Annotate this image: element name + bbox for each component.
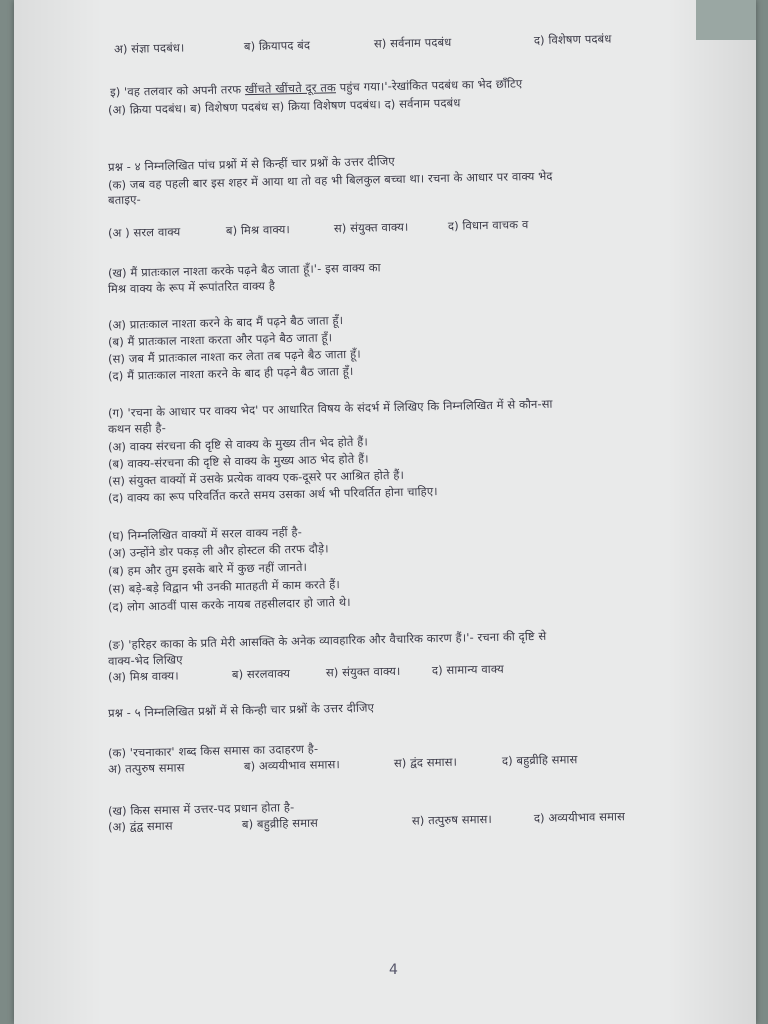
q4-kh-option-a: (अ) प्रातःकाल नाश्ता करने के बाद मैं पढ़ने बैठ जाता हूँ। — [107, 313, 344, 332]
q3-e-options: (अ) क्रिया पदबंध। ब) विशेषण पदबंध स) क्रिया विशेषण पदबंध। द) सर्वनाम पदबंध — [107, 95, 461, 117]
q4-kh-option-d: (द) मैं प्रातःकाल नाश्ता करने के बाद ही पढ़ने बैठ जाता हूँ। — [107, 363, 354, 383]
option-b: ब) अव्ययीभाव समास। — [243, 757, 341, 774]
q4-kh-option-b: (ब) मैं प्रातःकाल नाश्ता करता और पढ़ने बैठ जाता हूँ। — [107, 330, 333, 349]
option-d: द) सामान्य वाक्य — [431, 661, 504, 678]
option-d: द) विधान वाचक व — [447, 217, 529, 233]
q4-kh-question: (ख) मैं प्रातःकाल नाश्ता करके पढ़ने बैठ जाता हूँ।'- इस वाक्य का — [107, 260, 381, 280]
background-corner — [696, 0, 756, 40]
option-b: ब) सरलवाक्य — [231, 666, 291, 682]
q4-k-options — [108, 214, 668, 241]
option-c: स) संयुक्त वाक्य। — [325, 663, 401, 680]
q4-gh-option-b: (ब) हम और तुम इसके बारे में कुछ नहीं जानते। — [107, 559, 308, 578]
q5-kh-question: (ख) किस समास में उत्तर-पद प्रधान होता है- — [107, 800, 295, 818]
q4-kh-question-cont: मिश्र वाक्य के रूप में रूपांतरित वाक्य है — [107, 278, 276, 296]
option-b: ब) बहुव्रीहि समास — [241, 815, 319, 832]
q4-ng-question-cont: वाक्य-भेद लिखिए — [107, 652, 183, 668]
q4-k-question-cont: बताइए- — [107, 192, 141, 207]
q4-gh-question: (घ) निम्नलिखित वाक्यों में सरल वाक्य नहीं है- — [107, 524, 303, 543]
q5-k-question: (क) 'रचनाकार' शब्द किस समास का उदाहरण है- — [107, 741, 319, 760]
option-c: स) तत्पुरुष समास। — [411, 811, 493, 828]
question-4-heading: प्रश्न - ४ निम्नलिखित पांच प्रश्नों में से किन्हीं चार प्रश्नों के उत्तर दीजिए — [107, 153, 395, 174]
question-5-heading: प्रश्न - ५ निम्नलिखित प्रश्नों में से किन्ही चार प्रश्नों के उत्तर दीजिए — [107, 700, 375, 720]
option-b: ब) क्रियापद बंद — [243, 37, 311, 54]
q4-g-option-d: (द) वाक्य का रूप परिवर्तित करते समय उसका अर्थ भी परिवर्तित होना चाहिए। — [107, 484, 438, 505]
page-number: 4 — [389, 962, 398, 978]
q4-gh-option-c: (स) बड़े-बड़े विद्वान भी उनकी मातहती में काम करते हैं। — [107, 577, 341, 596]
q4-ng-question: (ङ) 'हरिहर काका के प्रति मेरी आसक्ति के अनेक व्यावहारिक और वैचारिक कारण हैं।'- रचना की दृष्टि से — [107, 628, 547, 652]
q4-gh-option-d: (द) लोग आठवीं पास करके नायब तहसीलदार हो जाते थे। — [107, 594, 351, 614]
option-d: द) विशेषण पदबंध — [533, 31, 612, 48]
exam-paper-page — [14, 0, 756, 1024]
option-d: द) अव्ययीभाव समास — [533, 809, 626, 826]
option-c: स) सर्वनाम पदबंध — [373, 34, 452, 51]
q4-gh-option-a: (अ) उन्होंने डोर पकड़ ली और होस्टल की तरफ दौड़े। — [107, 541, 329, 560]
option-a: (अ ) सरल वाक्य — [107, 224, 181, 240]
q4-g-option-b: (ब) वाक्य-संरचना की दृष्टि से वाक्य के मुख्य आठ भेद होते हैं। — [107, 451, 369, 471]
option-b: ब) मिश्र वाक्य। — [225, 222, 291, 238]
option-a: अ) संज्ञा पदबंध। — [113, 40, 185, 56]
option-c: स) संयुक्त वाक्य। — [333, 219, 409, 236]
underlined-phrase: खींचते खींचते दूर तक — [244, 80, 337, 97]
option-a: अ) तत्पुरुष समास — [107, 760, 185, 776]
q4-g-option-a: (अ) वाक्य संरचना की दृष्टि से वाक्य के मुख्य तीन भेद होते हैं। — [107, 434, 369, 454]
q4-g-question-cont: कथन सही है- — [107, 420, 167, 436]
q4-kh-option-c: (स) जब मैं प्रातःकाल नाश्ता कर लेता तब पढ़ने बैठ जाता हूँ। — [107, 346, 361, 366]
q4-k-question: (क) जब वह पहली बार इस शहर में आया था तो वह भी बिलकुल बच्चा था। रचना के आधार पर वाक्य भेद — [107, 168, 553, 192]
q4-g-question: (ग) 'रचना के आधार पर वाक्य भेद' पर आधारित विषय के संदर्भ में लिखिए कि निम्नलिखित में से कौन-सा — [107, 396, 553, 420]
option-a: (अ) द्वंद्व समास — [107, 818, 173, 834]
q3-d-options — [114, 30, 674, 57]
question-text-end: पहुंच गया।'-रेखांकित पदबंध का भेद छाँटिए — [335, 76, 523, 95]
question-text-start: इ) 'वह तलवार को अपनी तरफ — [109, 82, 246, 99]
option-d: द) बहुव्रीहि समास — [501, 752, 578, 768]
option-a: (अ) मिश्र वाक्य। — [107, 668, 179, 684]
option-c: स) द्वंद समास। — [393, 754, 458, 771]
q4-g-option-c: (स) संयुक्त वाक्यों में उसके प्रत्येक वाक्य एक-दूसरे पर आश्रित होते हैं। — [107, 467, 405, 488]
